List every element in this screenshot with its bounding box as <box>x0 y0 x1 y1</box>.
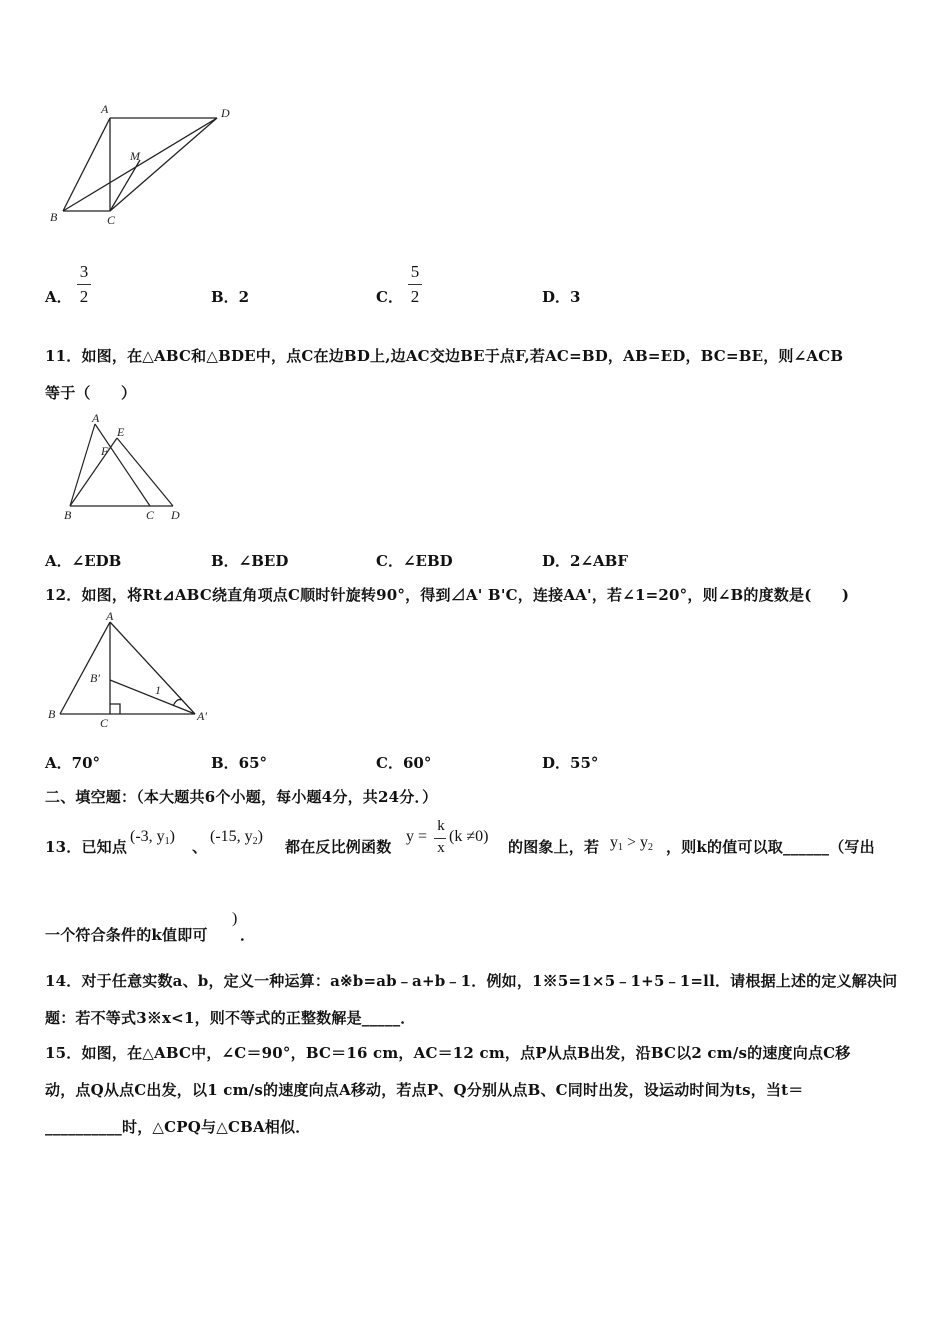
q13-point2-main: (-15, y <box>210 828 253 845</box>
q13-point1-sub: 1 <box>164 836 170 847</box>
section2-heading: 二、填空题：（本大题共6个小题，每小题4分，共24分．） <box>45 788 438 806</box>
q12-label-a: A <box>106 612 114 623</box>
q12-option-b: B．65° <box>211 754 268 772</box>
q12-text-line1: 12．如图，将Rt⊿ABC绕直角项点C顺时针旋转90°，得到⊿A' B'C，连接AA'，若∠1=20°，则∠B的度数是( ) <box>45 586 850 604</box>
q15-text-line1: 15．如图，在△ABC中，∠C＝90°，BC＝16 cm，AC＝12 cm，点P从点B出发，沿BC以2 cm/s的速度向点C移 <box>45 1044 851 1062</box>
q10-figure <box>45 98 245 233</box>
q15-text-line3: __________时，△CPQ与△CBA相似． <box>45 1118 311 1136</box>
q11-option-c: C．∠EBD <box>376 552 453 570</box>
q13-text-part4: ，则k的值可以取______（写出 <box>666 838 875 856</box>
q11-option-b: B．∠BED <box>211 552 289 570</box>
q12-label-b-prime: B′ <box>90 671 100 685</box>
q13-ineq-op: > y <box>623 834 649 851</box>
q13-func-condition: (k ≠0) <box>449 828 489 845</box>
q13-line2-end: ． <box>240 926 256 944</box>
q11-label-b: B <box>64 508 72 522</box>
q10-label-m: M <box>130 149 140 163</box>
q11-label-a: A <box>92 411 100 425</box>
q10-label-d: D <box>221 106 230 120</box>
q11-option-a: A．∠EDB <box>45 552 122 570</box>
q13-func-fraction-bar <box>434 838 446 839</box>
q13-line2-paren: ) <box>232 910 238 927</box>
q12-label-c: C <box>100 716 109 730</box>
q13-point2-sub: 2 <box>252 836 258 847</box>
q11-text-line2: 等于（ ） <box>45 384 137 402</box>
q10-option-b: B．2 <box>211 288 250 306</box>
q13-func-numerator: k <box>437 818 445 834</box>
q12-label-angle-1: 1 <box>155 683 161 697</box>
q13-point1 <box>130 828 175 847</box>
q13-func-denominator: x <box>437 840 445 856</box>
q13-text-line2: 一个符合条件的k值即可 <box>45 926 208 944</box>
q13-func-lhs: y = <box>406 828 428 845</box>
q13-separator: 、 <box>192 838 208 856</box>
q10-option-d: D．3 <box>542 288 581 306</box>
q10-option-c-denominator: 2 <box>410 287 420 306</box>
q13-point2-end: ) <box>257 828 263 845</box>
q12-label-b: B <box>48 707 56 721</box>
q14-text-line2: 题：若不等式3※x<1，则不等式的正整数解是_____． <box>45 1009 416 1027</box>
q10-label-a: A <box>101 102 109 116</box>
q11-label-c: C <box>146 508 155 522</box>
q12-label-a-prime: A′ <box>197 709 207 723</box>
q13-point1-end: ) <box>169 828 175 845</box>
q10-option-c-numerator: 5 <box>410 262 420 281</box>
q13-point1-main: (-3, y <box>130 828 165 845</box>
q10-option-a-label: A． <box>45 288 72 306</box>
q11-figure <box>55 410 195 525</box>
q13-text-part1: 13．已知点 <box>45 838 128 856</box>
q13-ineq-sub1: 1 <box>618 842 623 853</box>
q13-text-part2: 都在反比例函数 <box>285 838 392 856</box>
q13-ineq-y1: y <box>610 834 618 851</box>
q10-label-c: C <box>107 213 116 227</box>
q12-option-d: D．55° <box>542 754 599 772</box>
q10-option-a-numerator: 3 <box>79 262 89 281</box>
q13-point2 <box>210 828 263 847</box>
q10-option-c-fraction-bar <box>408 284 422 285</box>
q10-option-a-denominator: 2 <box>79 287 89 306</box>
q12-option-c: C．60° <box>376 754 432 772</box>
q11-text-line1: 11．如图，在△ABC和△BDE中，点C在边BD上,边AC交边BE于点F,若AC=BD，AB=ED，BC=BE，则∠ACB <box>45 347 844 365</box>
q10-option-a-fraction-bar <box>77 284 91 285</box>
q13-inequality <box>610 834 653 853</box>
q12-figure <box>45 612 215 732</box>
q11-label-f: F <box>101 444 109 458</box>
q15-text-line2: 动，点Q从点C出发，以1 cm/s的速度向点A移动，若点P、Q分别从点B、C同时出发，设运动时间为ts，当t＝ <box>45 1081 804 1099</box>
q12-option-a: A．70° <box>45 754 101 772</box>
q11-label-d: D <box>171 508 180 522</box>
q11-label-e: E <box>117 425 125 439</box>
q10-option-c-label: C． <box>376 288 403 306</box>
q11-option-d: D．2∠ABF <box>542 552 628 570</box>
q13-text-part3: 的图象上，若 <box>508 838 600 856</box>
q13-ineq-sub2: 2 <box>648 842 654 853</box>
q10-label-b: B <box>50 210 58 224</box>
q14-text-line1: 14．对于任意实数a、b，定义一种运算：a※b=ab﹣a+b﹣1．例如，1※5=1×5﹣1+5﹣1=ll．请根据上述的定义解决问 <box>45 972 898 990</box>
